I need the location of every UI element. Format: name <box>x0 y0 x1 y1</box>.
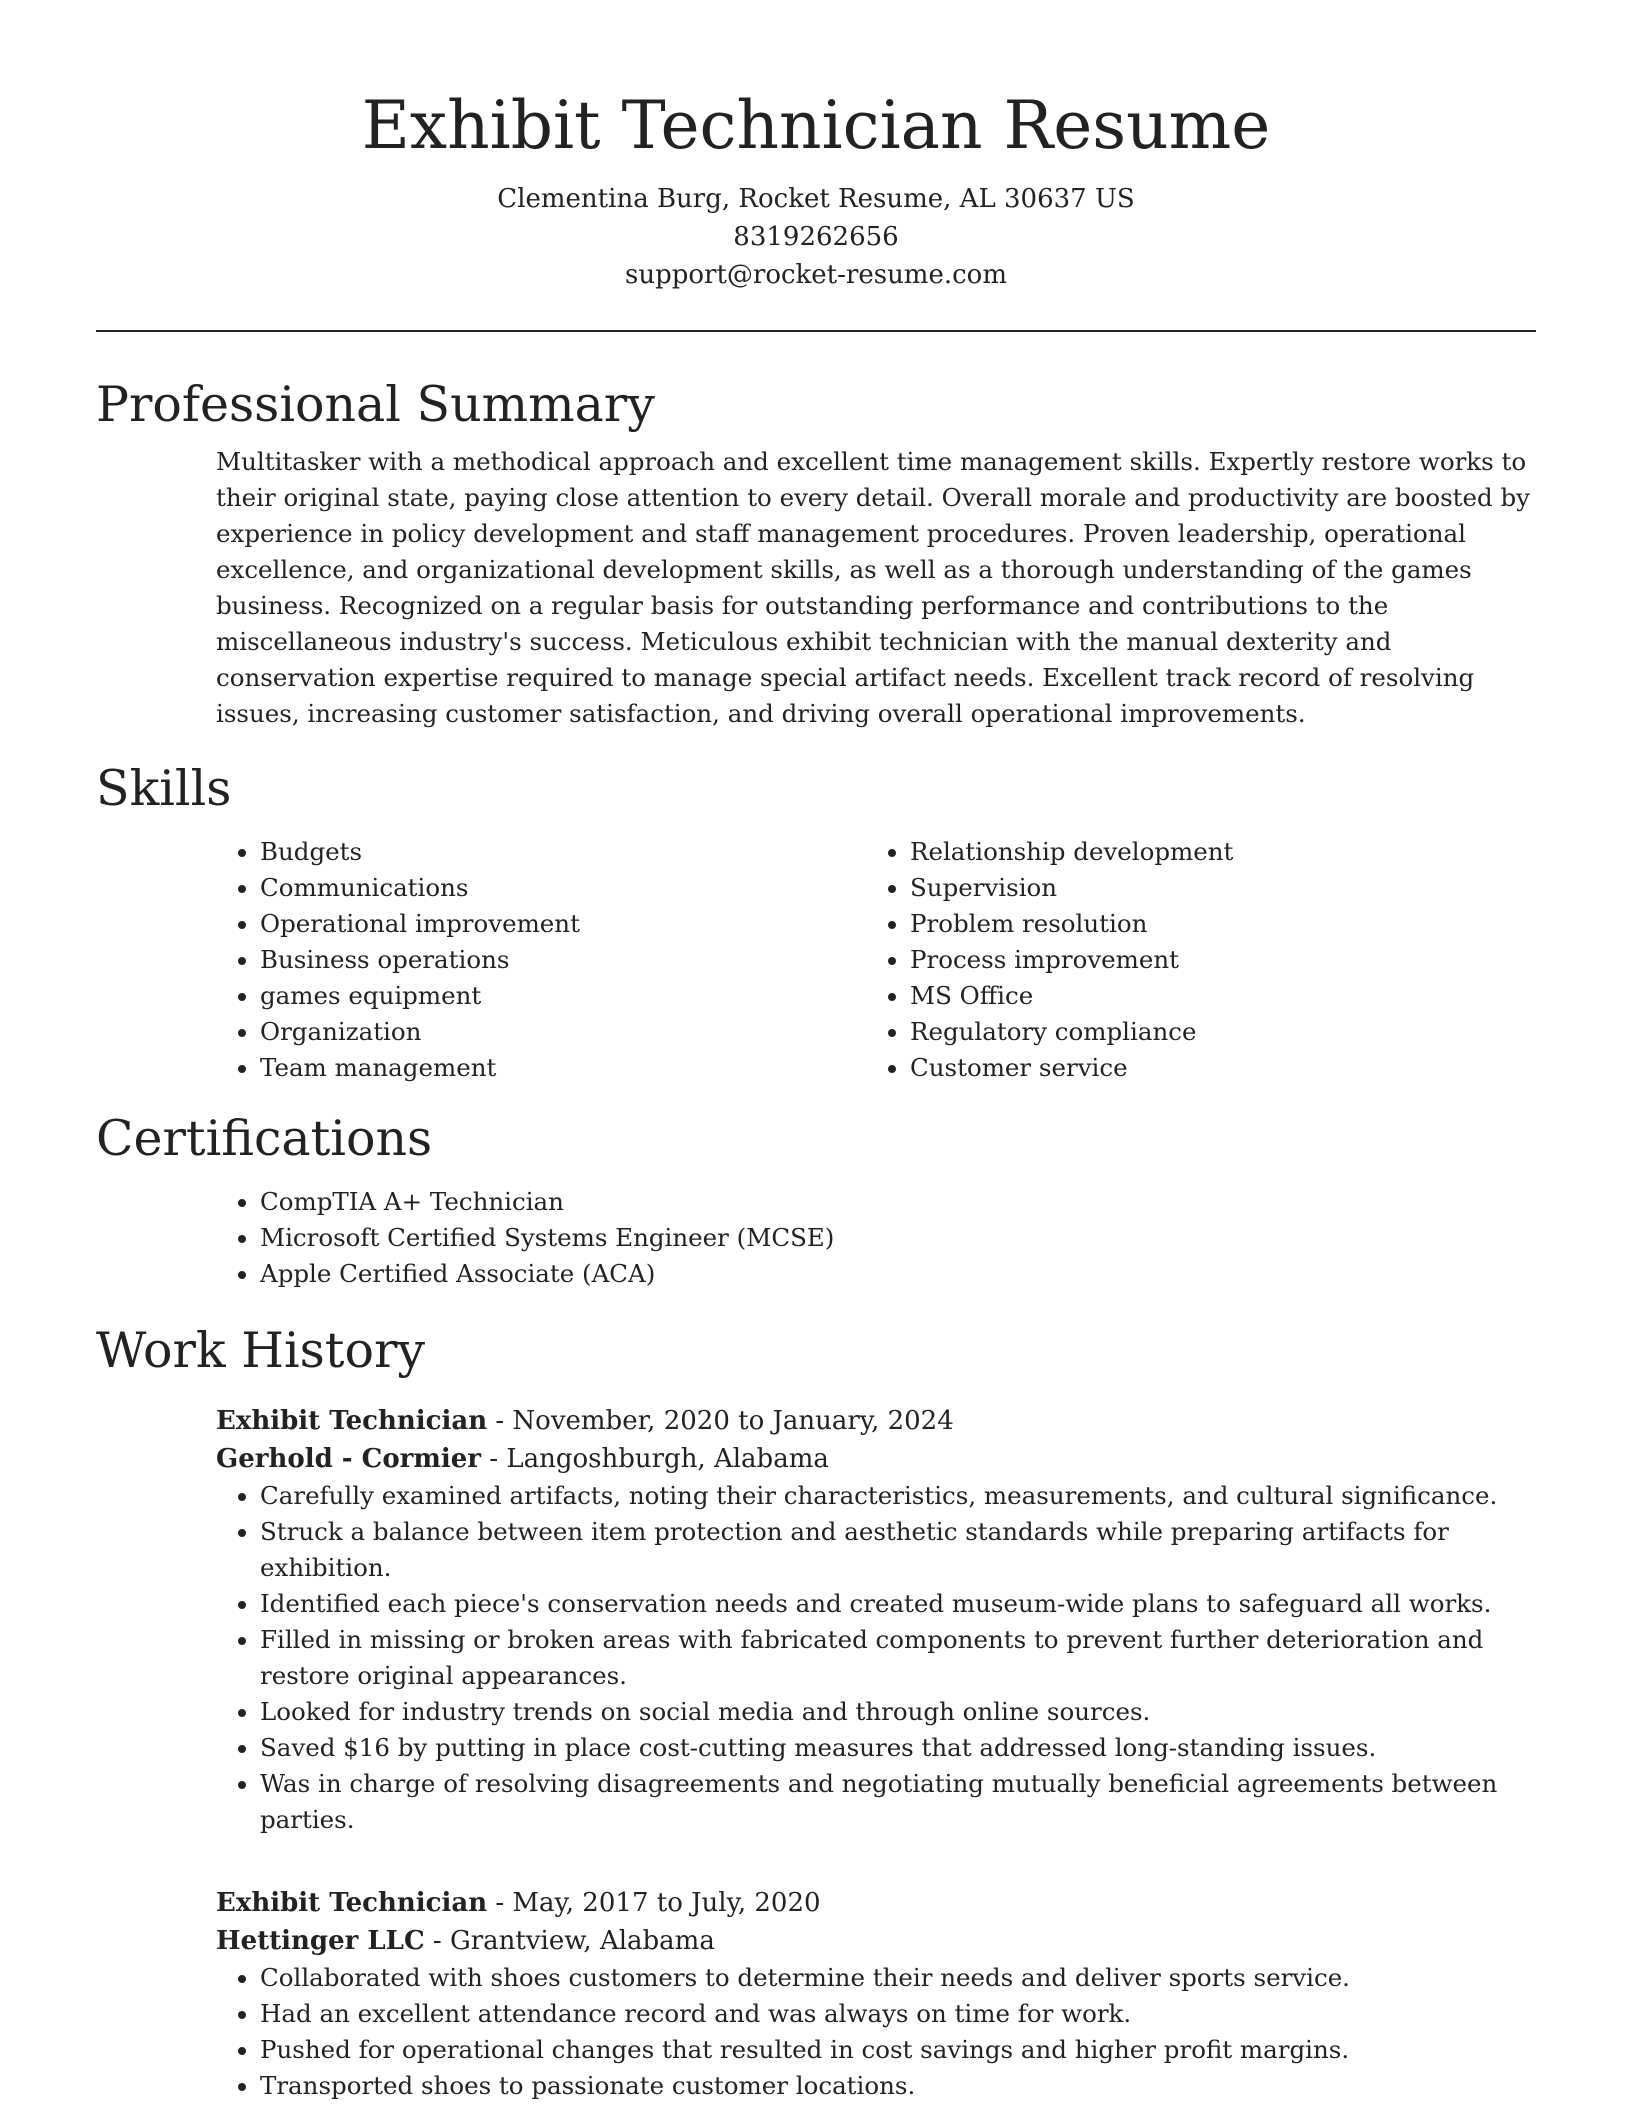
certifications-list <box>216 1184 1536 1292</box>
job-company-line <box>216 1440 1536 1478</box>
skills-column-right <box>866 834 1516 1086</box>
job-dates: - May, 2017 to July, 2020 <box>487 1888 821 1918</box>
job-bullet: • Saved $16 by putting in place cost-cutting measures that addressed long-standing issues. <box>260 1730 1536 1766</box>
job-role: Exhibit Technician <box>216 1888 488 1918</box>
header-divider <box>96 330 1536 332</box>
section-title-skills: Skills <box>96 760 232 817</box>
certifications-block <box>216 1184 1536 1292</box>
job-entry <box>216 1402 1536 1838</box>
job-company: Hettinger LLC <box>216 1926 425 1956</box>
contact-phone: 8319262656 <box>733 222 899 252</box>
skill-item: • Budgets <box>260 834 866 870</box>
skill-item: • Business operations <box>260 942 866 978</box>
job-entry <box>216 1884 1536 2104</box>
job-title-line <box>216 1402 1536 1440</box>
skill-item: • Team management <box>260 1050 866 1086</box>
job-dates: - November, 2020 to January, 2024 <box>487 1406 954 1436</box>
skill-item: • Supervision <box>910 870 1516 906</box>
skills-list-left <box>216 834 866 1086</box>
skills-list-right <box>866 834 1516 1086</box>
job-bullet: • Looked for industry trends on social media and through online sources. <box>260 1694 1536 1730</box>
resume-title: Exhibit Technician Resume <box>361 87 1271 164</box>
job-bullet: • Struck a balance between item protection and aesthetic standards while preparing artifacts for exhibition. <box>260 1514 1536 1586</box>
job-bullets <box>216 1960 1536 2104</box>
skills-grid <box>216 834 1536 1086</box>
skill-item: • games equipment <box>260 978 866 1014</box>
job-location: - Langoshburgh, Alabama <box>481 1444 829 1474</box>
job-company-line <box>216 1922 1536 1960</box>
section-title-summary: Professional Summary <box>96 376 655 433</box>
section-title-work-history: Work History <box>96 1322 426 1379</box>
skill-item: • Organization <box>260 1014 866 1050</box>
resume-page <box>96 0 1536 2104</box>
contact-address: Clementina Burg, Rocket Resume, AL 30637 US <box>497 184 1135 214</box>
job-bullet: • Pushed for operational changes that resulted in cost savings and higher profit margins. <box>260 2032 1536 2068</box>
job-title-line <box>216 1884 1536 1922</box>
certification-item: • CompTIA A+ Technician <box>260 1184 1536 1220</box>
job-bullet: • Identified each piece's conservation needs and created museum-wide plans to safeguard all works. <box>260 1586 1536 1622</box>
job-role: Exhibit Technician <box>216 1406 488 1436</box>
skill-item: • Communications <box>260 870 866 906</box>
job-bullet: • Collaborated with shoes customers to determine their needs and deliver sports service. <box>260 1960 1536 1996</box>
contact-email: support@rocket-resume.com <box>624 260 1007 290</box>
job-company: Gerhold - Cormier <box>216 1444 482 1474</box>
skill-item: • Problem resolution <box>910 906 1516 942</box>
skill-item: • Regulatory compliance <box>910 1014 1516 1050</box>
job-bullet: • Had an excellent attendance record and was always on time for work. <box>260 1996 1536 2032</box>
skill-item: • Process improvement <box>910 942 1516 978</box>
contact-block <box>96 180 1536 294</box>
job-location: - Grantview, Alabama <box>424 1926 715 1956</box>
skill-item: • Operational improvement <box>260 906 866 942</box>
certification-item: • Microsoft Certified Systems Engineer (MCSE) <box>260 1220 1536 1256</box>
summary-text: Multitasker with a methodical approach and excellent time management skills. Expertly restore works to their original state, paying close attention to every detail. Overall morale and productivity are boosted by experience in policy development and staff management procedures. Proven leadership, operational excellence, and organizational development skills, as well as a thorough understanding of the games business. Recognized on a regular basis for outstanding performance and contributions to the miscellaneous industry's success. Meticulous exhibit technician with the manual dexterity and conservation expertise required to manage special artifact needs. Excellent track record of resolving issues, increasing customer satisfaction, and driving overall operational improvements. <box>216 447 1530 728</box>
skill-item: • MS Office <box>910 978 1516 1014</box>
job-bullet: • Filled in missing or broken areas with fabricated components to prevent further deterioration and restore original appearances. <box>260 1622 1536 1694</box>
skills-column-left <box>216 834 866 1086</box>
certification-item: • Apple Certified Associate (ACA) <box>260 1256 1536 1292</box>
job-bullet: • Carefully examined artifacts, noting their characteristics, measurements, and cultural significance. <box>260 1478 1536 1514</box>
job-bullets <box>216 1478 1536 1838</box>
job-bullet: • Was in charge of resolving disagreements and negotiating mutually beneficial agreements between parties. <box>260 1766 1536 1838</box>
section-title-certifications: Certifications <box>96 1110 433 1167</box>
skill-item: • Relationship development <box>910 834 1516 870</box>
skill-item: • Customer service <box>910 1050 1516 1086</box>
job-bullet: • Transported shoes to passionate customer locations. <box>260 2068 1536 2104</box>
